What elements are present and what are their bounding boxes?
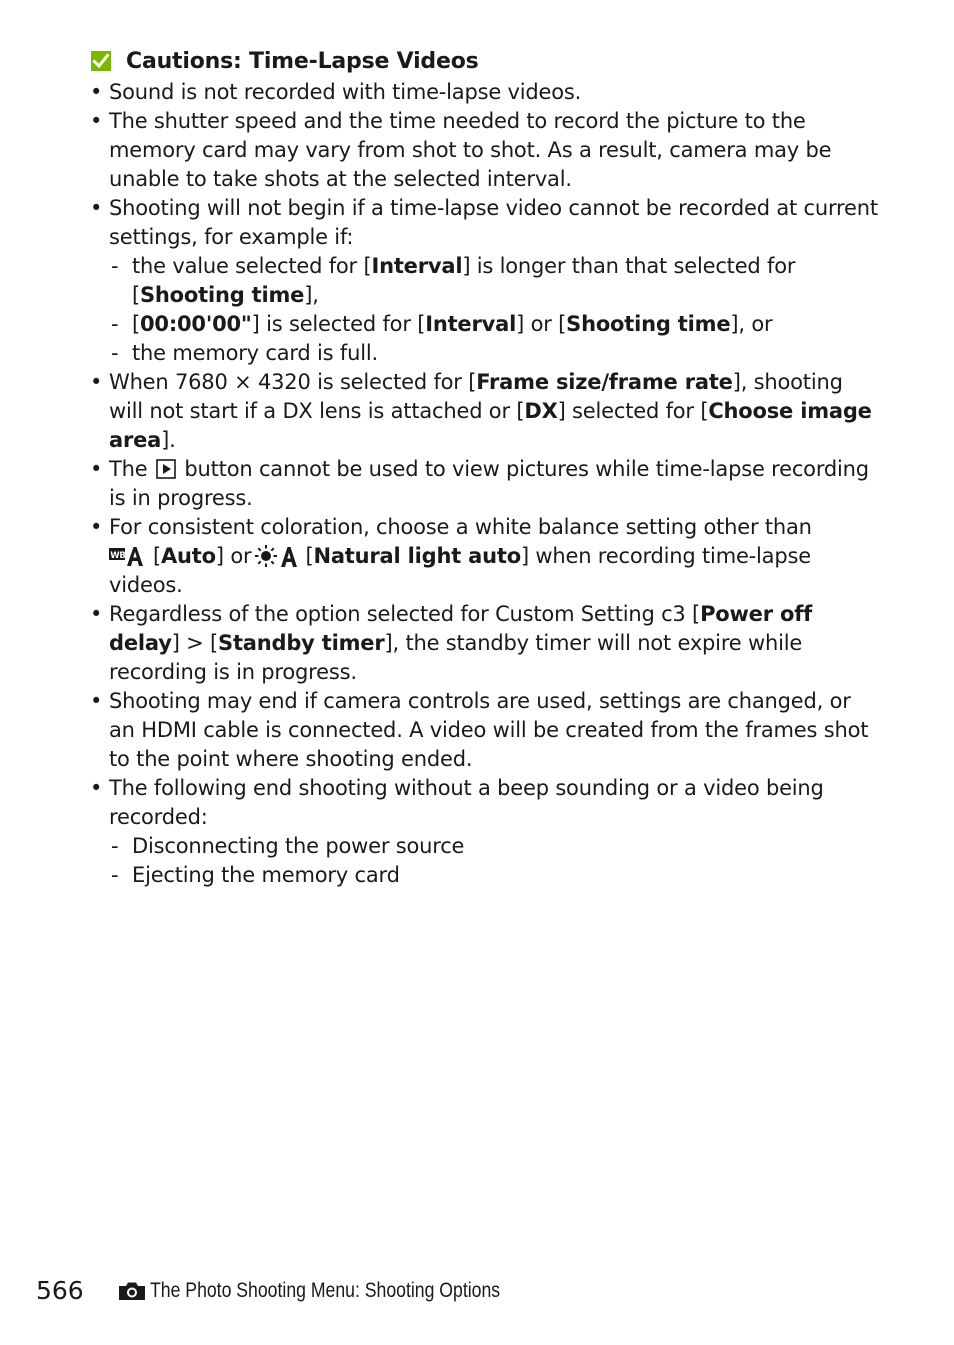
svg-text:WB: WB bbox=[110, 551, 126, 561]
caution-title: Cautions: Time-Lapse Videos bbox=[126, 48, 479, 74]
auto-white-balance-icon bbox=[109, 545, 143, 567]
list-item: • Shooting may end if camera controls are used, settings are changed, or an HDMI cable is connected. A video will be created from the frames shot to the point where shooting ended. bbox=[88, 687, 878, 774]
sub-list-item: - [00:00'00"] is selected for [Interval] or [Shooting time], or bbox=[109, 310, 878, 339]
list-item: • Sound is not recorded with time-lapse videos. bbox=[88, 78, 878, 107]
list-item: • The button cannot be used to view pictures while time-lapse recording is in progress. bbox=[88, 455, 878, 513]
list-item: • For consistent coloration, choose a white balance setting other than WB [Auto] or [Natural light auto] when recording time-lapse videos. bbox=[88, 513, 878, 600]
list-item: • When 7680 × 4320 is selected for [Frame size/frame rate], shooting will not start if a DX lens is attached or [DX] selected for [Choose image area]. bbox=[88, 368, 878, 455]
sub-list-item: - the value selected for [Interval] is longer than that selected for [Shooting time], bbox=[109, 252, 878, 310]
camera-icon bbox=[118, 1281, 146, 1301]
caution-list bbox=[88, 78, 878, 890]
page-number: 566 bbox=[36, 1276, 84, 1305]
list-item: • Regardless of the option selected for Custom Setting c3 [Power off delay] > [Standby timer], the standby timer will not expire while recording is in progress. bbox=[88, 600, 878, 687]
sub-list bbox=[109, 832, 878, 890]
page-footer bbox=[36, 1276, 567, 1305]
check-icon bbox=[90, 50, 112, 72]
list-item: • The following end shooting without a beep sounding or a video being recorded: - Disconnecting the power source - Ejecting the memory card bbox=[88, 774, 878, 890]
playback-button-icon bbox=[156, 459, 176, 479]
sub-list-item: - Disconnecting the power source bbox=[109, 832, 878, 861]
caution-heading bbox=[88, 44, 878, 78]
list-item: • Shooting will not begin if a time-lapse video cannot be recorded at current settings, for example if: - the value selected for [Interval] is longer than that selected for [Shooting time], - [00:00'00"] is selected for [Interval] or [Shooting time], or - the memory card is full. bbox=[88, 194, 878, 368]
sub-list-item: - Ejecting the memory card bbox=[109, 861, 878, 890]
sub-list-item: - the memory card is full. bbox=[109, 339, 878, 368]
sub-list bbox=[109, 252, 878, 368]
natural-light-auto-icon bbox=[255, 544, 299, 568]
section-title: The Photo Shooting Menu: Shooting Options bbox=[150, 1278, 501, 1302]
caution-box bbox=[88, 44, 878, 890]
list-item: • The shutter speed and the time needed to record the picture to the memory card may vary from shot to shot. As a result, camera may be unable to take shots at the selected interval. bbox=[88, 107, 878, 194]
